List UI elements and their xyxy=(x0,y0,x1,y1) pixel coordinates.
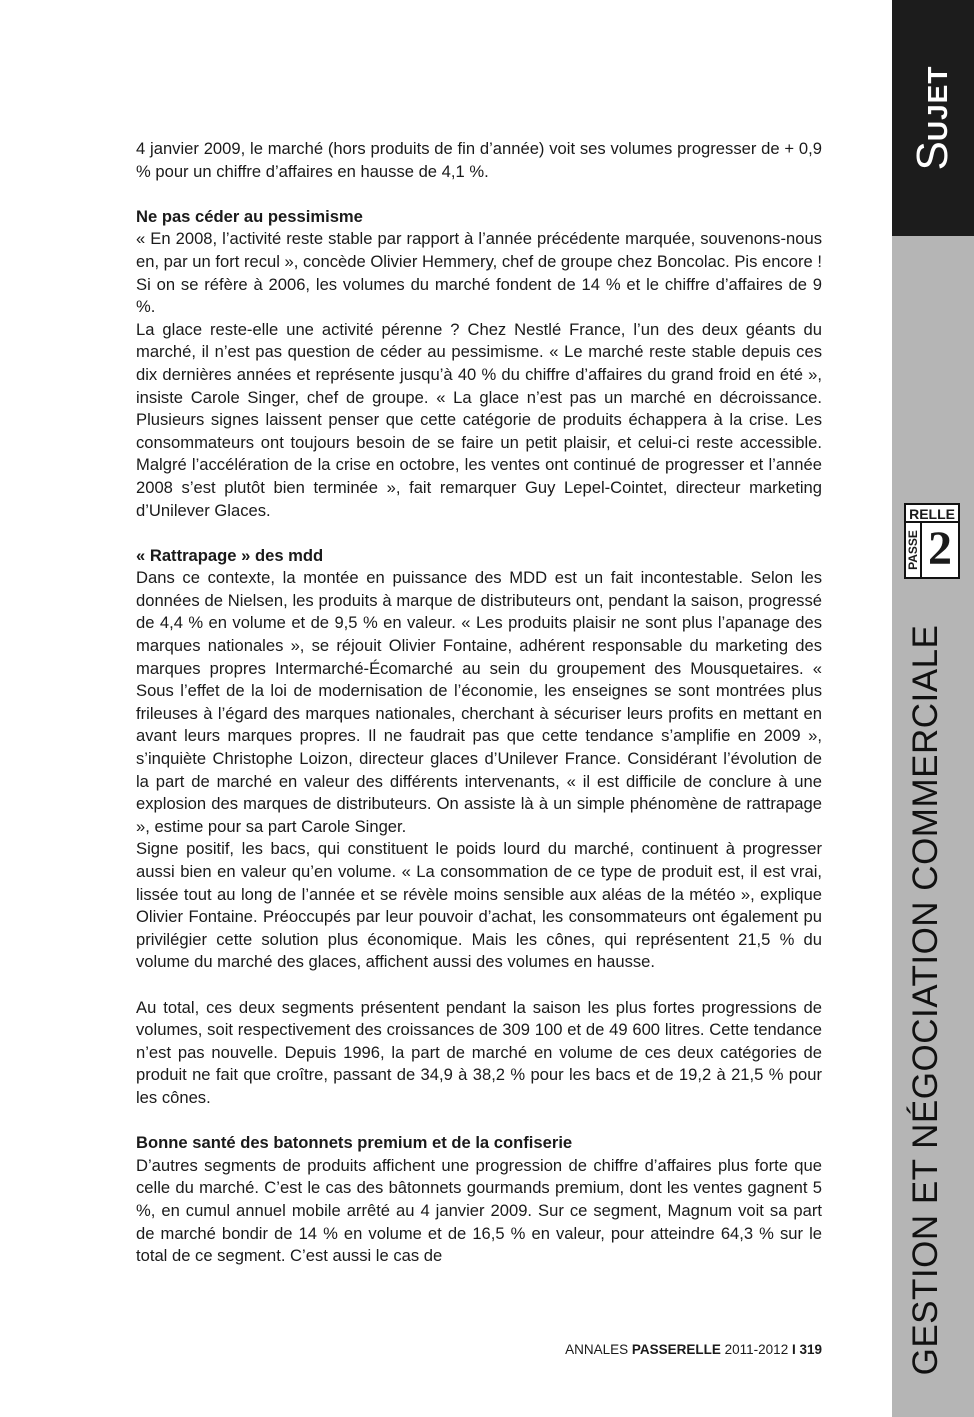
article-body xyxy=(136,138,822,1268)
page-footer xyxy=(565,1342,822,1357)
paragraph: Signe positif, les bacs, qui constituent le poids lourd du marché, continuent à progresser aussi bien en valeur qu’en volume. « La consommation de ce type de produit est, il est vrai, lissée tout au long de l’année et se révèle moins sensible aux aléas de la météo », explique Olivier Fontaine. Préoccupés par leur pouvoir d’achat, les consommateurs ont également pu privilégier cette solution plus économique. Mais les cônes, qui représentent 21,5 % du volume du marché des glaces, affichent aussi des volumes en hausse. xyxy=(136,839,822,972)
paragraph-intro: 4 janvier 2009, le marché (hors produits de fin d’année) voit ses volumes progresser de + 0,9 % pour un chiffre d’affaires en hausse de 4,1 %. xyxy=(136,139,822,181)
section-heading-premium: Bonne santé des batonnets premium et de la confiserie xyxy=(136,1133,573,1153)
paragraph: Au total, ces deux segments présentent pendant la saison les plus fortes progressions de volumes, soit respectivement des croissances de 309 100 et de 49 600 litres. Cette tendance n’est pas nouvelle. Depuis 1996, la part de marché en volume de ces deux catégories de produit ne fait que croître, passant de 34,9 à 38,2 % pour les bacs et de 19,2 à 21,5 % pour les cônes. xyxy=(136,997,822,1107)
logo-number: 2 xyxy=(928,522,952,575)
spacer xyxy=(136,974,822,997)
footer-years: 2011-2012 xyxy=(720,1342,792,1357)
spacer xyxy=(136,522,822,545)
footer-prefix: ANNALES xyxy=(565,1342,632,1357)
section-heading-pessimisme: Ne pas céder au pessimisme xyxy=(136,206,363,226)
footer-brand: PASSERELLE xyxy=(631,1342,721,1357)
subject-title: GESTION ET NÉGOCIATION COMMERCIALE xyxy=(906,624,945,1376)
logo-side-text: PASSE xyxy=(906,530,920,570)
spacer xyxy=(136,183,822,206)
logo-top-text: RELLE xyxy=(906,505,958,523)
sujet-initial: S xyxy=(908,141,957,171)
section-label-sujet xyxy=(908,66,958,171)
section-heading-rattrapage: « Rattrapage » des mdd xyxy=(136,545,324,565)
logo-side-box xyxy=(906,523,922,577)
paragraph: « En 2008, l’activité reste stable par rapport à l’année précédente marquée, souvenons-nous en, par un fort recul », concède Olivier Hemmery, chef de groupe chez Boncolac. Pis encore ! Si on se réfère à 2006, les volumes du marché fondent de 14 % et le chiffre d’affaires de 9 %. xyxy=(136,229,822,317)
paragraph: La glace reste-elle une activité pérenne ? Chez Nestlé France, l’un des deux géants du marché, il n’est pas question de céder au pessimisme. « Le marché reste stable depuis ces dix dernières années et représente jusqu’à 40 % du chiffre d’affaires du grand froid en été », insiste Carole Singer, chef de groupe. « La glace n’est pas un marché en décroissance. Plusieurs signes laissent penser que cette catégorie de produits échappera à la crise. Les consommateurs ont toujours besoin de se faire un petit plaisir, et celui-ci reste accessible. Malgré l’accélération de la crise en octobre, les ventes ont continué de progresser et l’année 2008 s’est plutôt bien terminée », fait remarquer Guy Lepel-Cointet, directeur marketing d’Unilever Glaces. xyxy=(136,319,822,520)
page-number: 319 xyxy=(795,1342,822,1357)
sujet-rest: UJET xyxy=(922,65,953,142)
spacer xyxy=(136,1110,822,1133)
paragraph: D’autres segments de produits affichent une progression de chiffre d’affaires plus forte que celle du marché. C’est le cas des bâtonnets gourmands premium, dont les ventes gagnent 5 %, en cumul annuel mobile arrêté au 4 janvier 2009. Sur ce segment, Magnum voit sa part de marché bondir de 14 % en volume et de 16,5 % en valeur, pour atteindre 64,3 % sur le total de ce segment. C’est aussi le cas de xyxy=(136,1155,822,1266)
passerelle-logo xyxy=(904,503,960,579)
paragraph: Dans ce contexte, la montée en puissance des MDD est un fait incontestable. Selon les données de Nielsen, les produits à marque de distributeurs ont, pendant la saison, progressé de 4,4 % en volume et de 9,5 % en valeur. « Les produits plaisir ne sont plus l’apanage des marques nationales », se réjouit Olivier Fontaine, adhérent responsable du marketing des marques propres Intermarché-Écomarché au sein du groupement des Mousquetaires. « Sous l’effet de la loi de modernisation de l’économie, les enseignes se sont montrées plus frileuses à l’égard des marques nationales, cherchant à sécuriser leurs profits en mettant en avant leurs marques propres. Il ne faudrait pas que cette tendance s’amplifie en 2009 », s’inquiète Christophe Loizon, directeur glaces d’Unilever France. Considérant l’évolution de la part de marché en valeur des différents intervenants, « il est difficile de conclure à une explosion des marques de distributeurs. On assiste là à un simple phénomène de rattrapage », estime pour sa part Carole Singer. xyxy=(136,568,822,836)
footer-separator: I xyxy=(791,1342,796,1357)
